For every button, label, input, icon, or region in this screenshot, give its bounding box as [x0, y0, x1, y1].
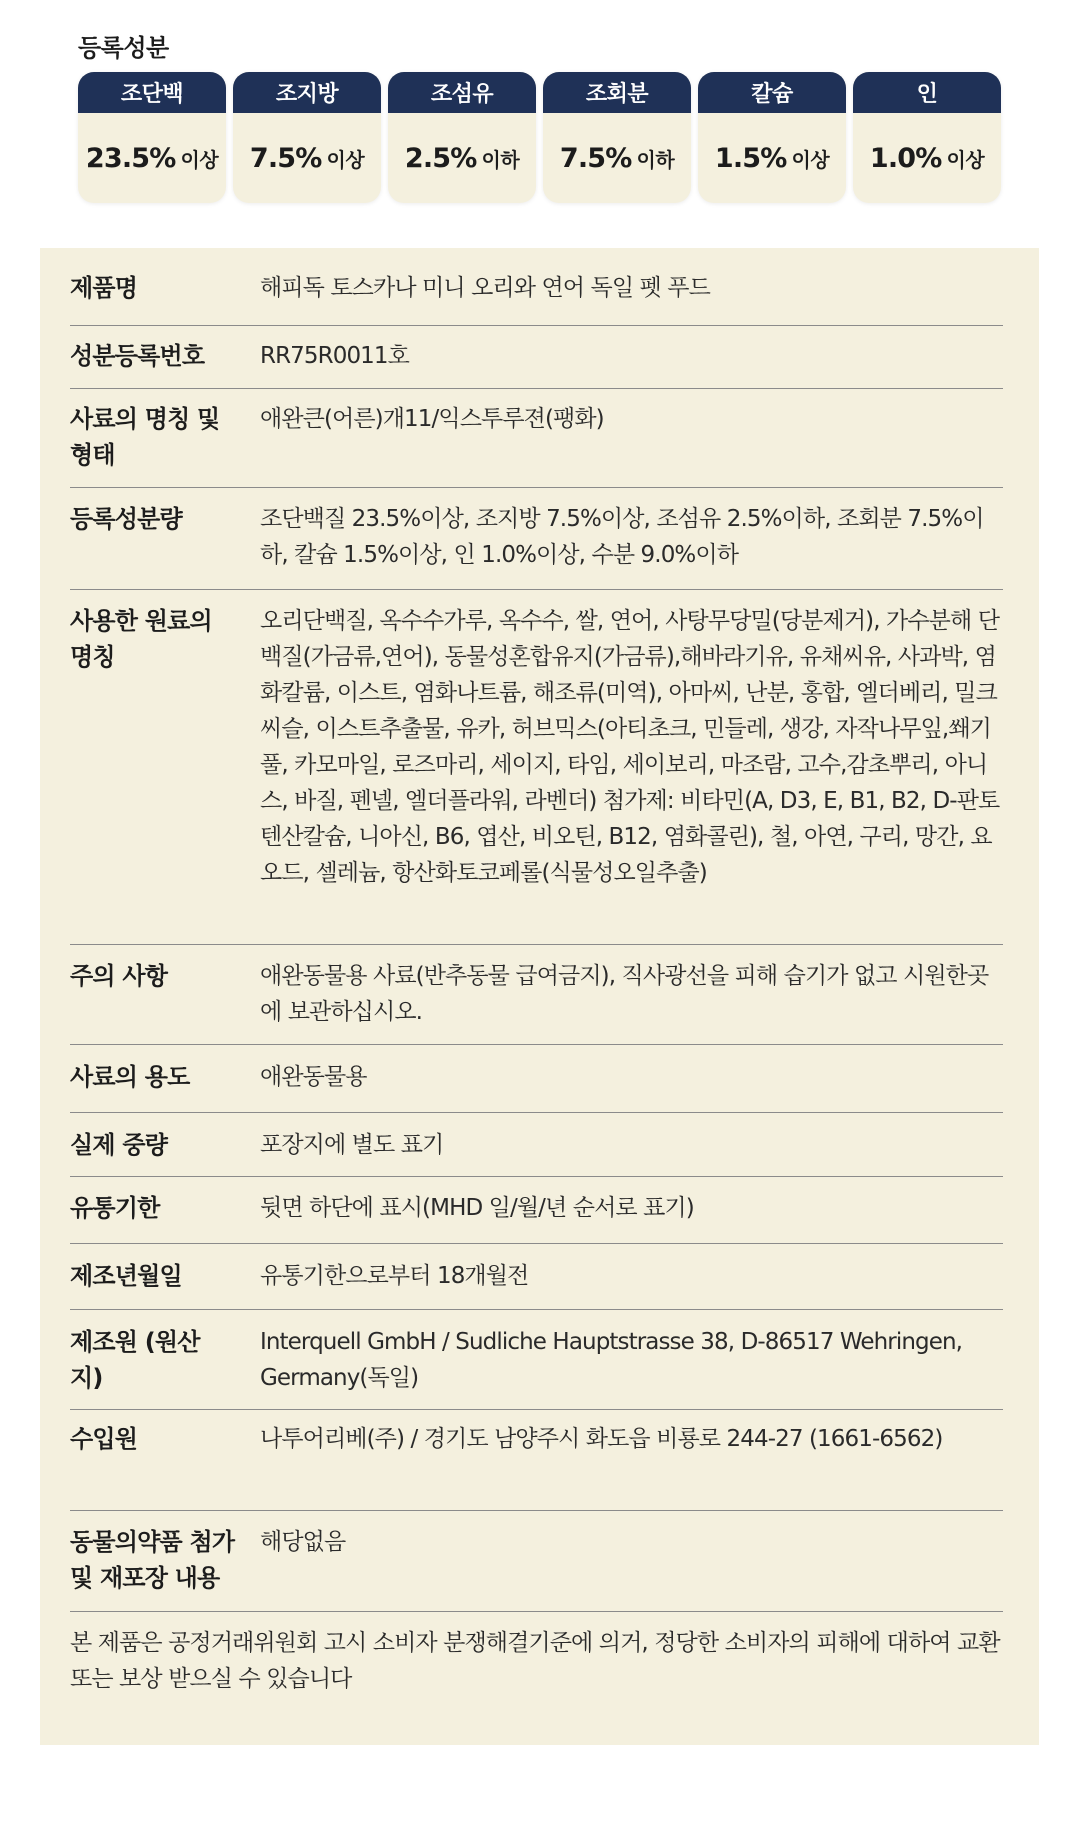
info-label: 주의 사항	[70, 962, 168, 990]
info-label: 제조원 (원산지)	[70, 1328, 200, 1392]
info-row-manufacture-date	[70, 1244, 1003, 1310]
info-row-net-weight	[70, 1113, 1003, 1177]
info-row-product-name	[70, 248, 1003, 326]
info-label: 사료의 용도	[70, 1063, 190, 1091]
nutrient-qualifier: 이상	[791, 147, 830, 172]
info-row-feed-name-form	[70, 389, 1003, 488]
info-value: 오리단백질, 옥수수가루, 옥수수, 쌀, 연어, 사탕무당밀(당분제거), 가수분해 단백질(가금류,연어), 동물성혼합유지(가금류),해바라기유, 유채씨유, 사과박, 염화칼륨, 이스트, 염화나트륨, 해조류(미역), 아마씨, 난분, 홍합, 엘더베리, 밀크씨슬, 이스트추출물, 유카, 허브믹스(아티초크, 민들레, 생강, 자작나무잎,쐐기풀, 카모마일, 로즈마리, 세이지, 타임, 세이보리, 마조람, 고수,감초뿌리, 아니스, 바질, 펜넬, 엘더플라워, 라벤더) 첨가제: 비타민(A, D3, E, B1, B2, D-판토텐산칼슘, 니아신, B6, 엽산, 비오틴, B12, 염화콜린), 철, 아연, 구리, 망간, 요오드, 셀레늄, 항산화토코페롤(식물성오일추출)	[260, 608, 1000, 886]
info-row-ingredients	[70, 590, 1003, 945]
nutrient-qualifier: 이상	[326, 147, 365, 172]
nutrient-card-protein	[78, 72, 226, 203]
nutrient-cards	[78, 72, 1008, 203]
nutrient-qualifier: 이하	[481, 147, 520, 172]
nutrient-qualifier: 이상	[180, 147, 219, 172]
info-label: 동물의약품 첨가 및 재포장 내용	[70, 1528, 235, 1592]
info-value: 해피독 토스카나 미니 오리와 연어 독일 펫 푸드	[260, 275, 710, 301]
nutrient-value: 2.5%	[404, 142, 477, 174]
nutrient-value: 1.0%	[869, 142, 942, 174]
info-row-registration-number	[70, 326, 1003, 389]
nutrient-card-phosphorus	[853, 72, 1001, 203]
info-row-caution	[70, 945, 1003, 1045]
nutrient-name: 칼슘	[698, 72, 846, 113]
info-value: 포장지에 별도 표기	[260, 1132, 444, 1158]
nutrient-name: 조지방	[233, 72, 381, 113]
nutrient-card-fiber	[388, 72, 536, 203]
nutrient-name: 조단백	[78, 72, 226, 113]
info-value: 나투어리베(주) / 경기도 남양주시 화도읍 비룡로 244-27 (1661-6562)	[260, 1426, 943, 1452]
info-label: 수입원	[70, 1425, 138, 1453]
section-title: 등록성분	[78, 34, 169, 62]
info-label: 사용한 원료의 명칭	[70, 607, 212, 671]
info-row-veterinary-additives	[70, 1511, 1003, 1612]
info-value: RR75R0011호	[260, 343, 409, 369]
info-label: 성분등록번호	[70, 342, 205, 370]
info-value: 뒷면 하단에 표시(MHD 일/월/년 순서로 표기)	[260, 1195, 694, 1221]
nutrient-value: 1.5%	[714, 142, 787, 174]
info-value: 유통기한으로부터 18개월전	[260, 1263, 529, 1289]
nutrient-name: 인	[853, 72, 1001, 113]
nutrient-name: 조섬유	[388, 72, 536, 113]
nutrient-qualifier: 이상	[946, 147, 985, 172]
info-row-expiry	[70, 1177, 1003, 1244]
info-row-registered-components	[70, 488, 1003, 590]
info-label: 제품명	[70, 274, 138, 302]
info-value: 해당없음	[260, 1529, 346, 1555]
info-value: 애완동물용	[260, 1064, 367, 1090]
info-label: 등록성분량	[70, 505, 182, 533]
nutrient-qualifier: 이하	[636, 147, 675, 172]
info-value: Interquell GmbH / Sudliche Hauptstrasse 38, D-86517 Wehringen, Germany(독일)	[260, 1329, 963, 1391]
info-value: 애완동물용 사료(반추동물 급여금지), 직사광선을 피해 습기가 없고 시원한곳에 보관하십시오.	[260, 963, 989, 1025]
nutrient-name: 조회분	[543, 72, 691, 113]
nutrient-value: 23.5%	[85, 142, 176, 174]
product-info-table	[70, 248, 1003, 1612]
info-label: 사료의 명칭 및 형태	[70, 405, 220, 469]
nutrient-card-calcium	[698, 72, 846, 203]
info-value: 애완큰(어른)개11/익스투루젼(팽화)	[260, 406, 604, 432]
nutrient-value: 7.5%	[559, 142, 632, 174]
info-row-importer	[70, 1410, 1003, 1511]
consumer-notice: 본 제품은 공정거래위원회 고시 소비자 분쟁해결기준에 의거, 정당한 소비자의 피해에 대하여 교환 또는 보상 받으실 수 있습니다	[70, 1630, 1000, 1692]
product-info-panel	[40, 248, 1039, 1745]
nutrient-value: 7.5%	[249, 142, 322, 174]
nutrient-card-ash	[543, 72, 691, 203]
info-value: 조단백질 23.5%이상, 조지방 7.5%이상, 조섬유 2.5%이하, 조회분 7.5%이하, 칼슘 1.5%이상, 인 1.0%이상, 수분 9.0%이하	[260, 506, 984, 568]
info-label: 유통기한	[70, 1194, 160, 1222]
info-row-usage	[70, 1045, 1003, 1113]
info-label: 실제 중량	[70, 1131, 168, 1159]
nutrient-card-fat	[233, 72, 381, 203]
info-label: 제조년월일	[70, 1262, 182, 1290]
info-row-manufacturer	[70, 1310, 1003, 1410]
